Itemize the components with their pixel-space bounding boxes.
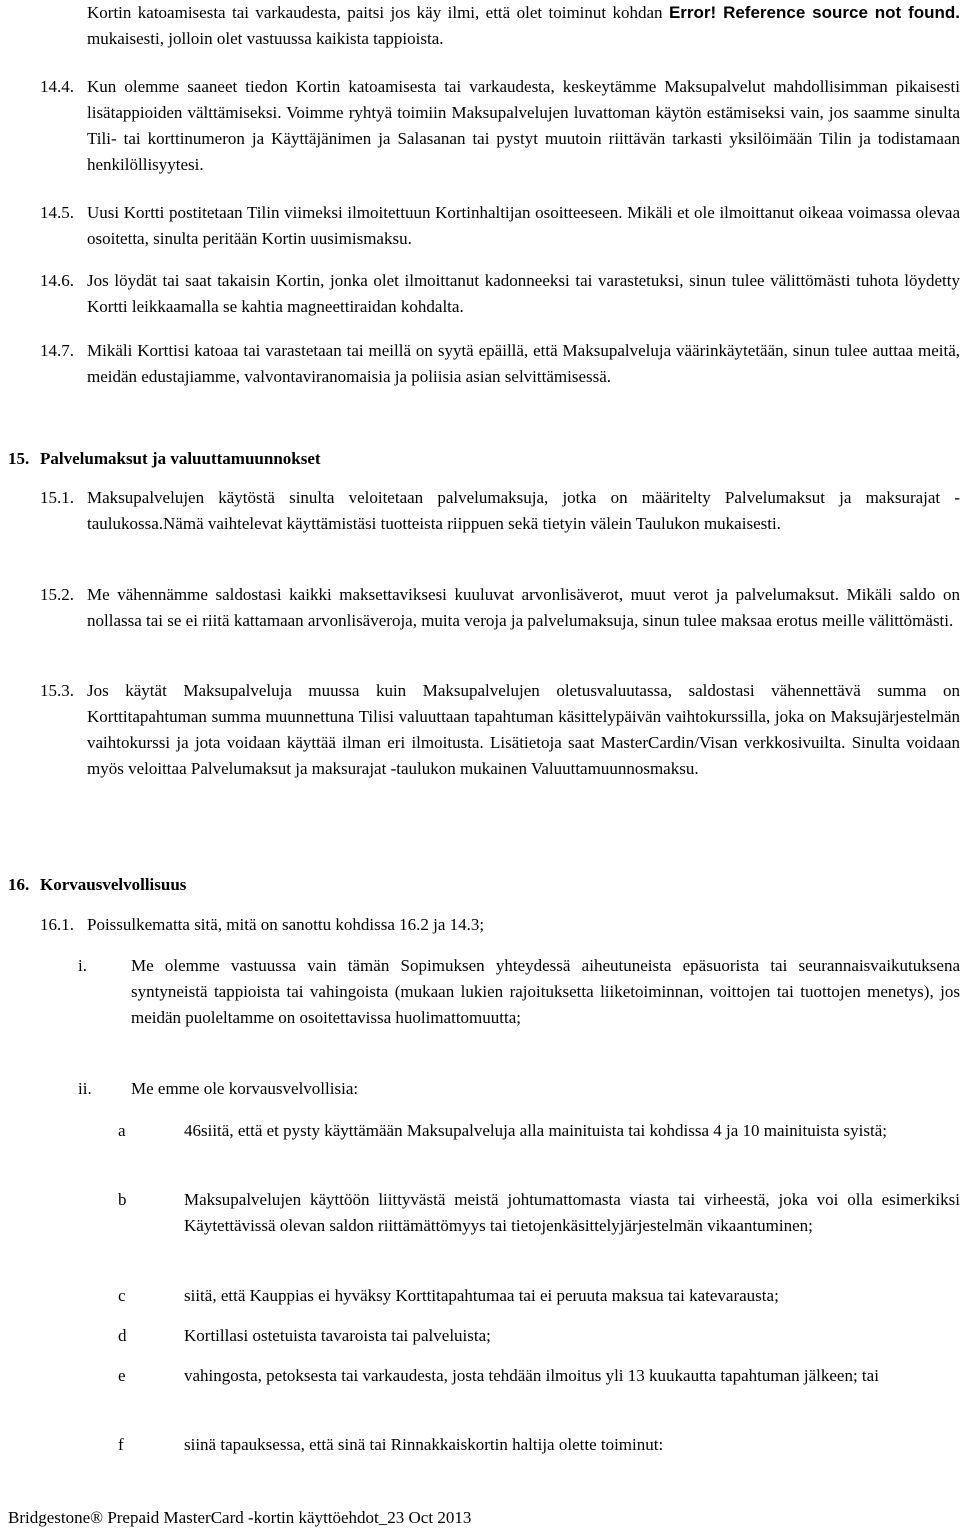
clause-number: 14.5. (40, 203, 74, 222)
section-title: Palvelumaksut ja valuuttamuunnokset (40, 449, 321, 468)
subitem-c (118, 1283, 960, 1309)
subitem-letter: e (118, 1366, 126, 1385)
clause-text: Poissulkematta sitä, mitä on sanottu kohdissa 16.2 ja 14.3; (87, 915, 485, 934)
section-number: 16. (8, 875, 30, 894)
paragraph-15-2 (40, 582, 960, 634)
item-i (78, 953, 960, 1031)
subitem-text: Kortillasi ostetuista tavaroista tai palveluista; (184, 1326, 491, 1345)
subitem-letter: d (118, 1326, 127, 1345)
subitem-letter: a (118, 1121, 126, 1140)
clause-text: Mikäli Korttisi katoaa tai varastetaan tai meillä on syytä epäillä, että Maksupalveluja väärinkäytetään, sinun tulee auttaa meitä, meidän edustajiamme, valvontaviranomaisia ja poliisia asian selvittämisessä. (87, 341, 960, 386)
clause-number: 14.6. (40, 271, 74, 290)
clause-number: 16.1. (40, 915, 74, 934)
item-text: Me olemme vastuussa vain tämän Sopimuksen yhteydessä aiheutuneista epäsuorista tai seurannaisvaikutuksena syntyneistä tappioista tai vahingoista (mukaan lukien rajoituksetta liiketoiminnan, voittojen tai tuottojen menetys), jos meidän puoleltamme on osoitettavissa huolimattomuutta; (131, 956, 960, 1027)
section-15-heading (8, 446, 321, 472)
item-text: Me emme ole korvausvelvollisia: (131, 1079, 359, 1098)
clause-number: 15.3. (40, 681, 74, 700)
clause-number: 14.4. (40, 77, 74, 96)
subitem-letter: f (118, 1435, 124, 1454)
subitem-text: 46siitä, että et pysty käyttämään Maksupalveluja alla mainituista tai kohdissa 4 ja 10 mainituista syistä; (184, 1121, 887, 1140)
subitem-letter: c (118, 1286, 126, 1305)
page-footer: Bridgestone® Prepaid MasterCard -kortin käyttöehdot_23 Oct 2013 (8, 1508, 472, 1527)
subitem-b (118, 1187, 960, 1239)
section-title: Korvausvelvollisuus (40, 875, 187, 894)
section-16-heading (8, 872, 186, 898)
paragraph-15-3 (40, 678, 960, 782)
subitem-d (118, 1323, 960, 1349)
intro-text-end: mukaisesti, jolloin olet vastuussa kaikista tappioista. (87, 29, 444, 48)
subitem-e (118, 1363, 960, 1389)
intro-paragraph (87, 0, 960, 52)
item-ii (78, 1076, 960, 1102)
subitem-a (118, 1118, 960, 1144)
subitem-f (118, 1432, 960, 1458)
item-number: ii. (78, 1079, 92, 1098)
clause-text: Jos löydät tai saat takaisin Kortin, jonka olet ilmoittanut kadonneeksi tai varastetuksi, sinun tulee välittömästi tuhota löydetty Kortti leikkaamalla se kahtia magneettiraidan kohdalta. (87, 271, 960, 316)
clause-number: 15.1. (40, 488, 74, 507)
clause-number: 15.2. (40, 585, 74, 604)
subitem-text: siinä tapauksessa, että sinä tai Rinnakkaiskortin haltija olette toiminut: (184, 1435, 664, 1454)
clause-text: Jos käytät Maksupalveluja muussa kuin Maksupalvelujen oletusvaluutassa, saldostasi vähennettävä summa on Korttitapahtuman summa muunnettuna Tilisi valuuttaan tapahtuman käsittelypäivän vaihtokurssilla, joka on Maksujärjestelmän vaihtokurssi ja jota voidaan käyttää ilman eri ilmoitusta. Lisätietoja saat MasterCardin/Visan verkkosivuilta. Sinulta voidaan myös veloittaa Palvelumaksut ja maksurajat -taulukon mukainen Valuuttamuunnosmaksu. (87, 681, 960, 778)
clause-text: Me vähennämme saldostasi kaikki maksettaviksesi kuuluvat arvonlisäverot, muut verot ja palvelumaksut. Mikäli saldo on nollassa tai se ei riitä kattamaan arvonlisäveroja, muita veroja ja palvelumaksuja, sinun tulee maksaa erotus meille välittömästi. (87, 585, 960, 630)
clause-text: Maksupalvelujen käytöstä sinulta veloitetaan palvelumaksuja, jotka on määritelty Palvelumaksut ja maksurajat -taulukossa.Nämä vaihtelevat käyttämistäsi tuotteista riippuen sekä tietyin välein Taulukon mukaisesti. (87, 488, 960, 533)
paragraph-15-1 (40, 485, 960, 537)
subitem-text: siitä, että Kauppias ei hyväksy Korttitapahtumaa tai ei peruuta maksua tai katevarausta; (184, 1286, 779, 1305)
item-number: i. (78, 956, 87, 975)
intro-text: Kortin katoamisesta tai varkaudesta, paitsi jos käy ilmi, että olet toiminut kohdan (87, 3, 669, 22)
paragraph-14-6 (40, 268, 960, 320)
paragraph-16-1 (40, 912, 960, 938)
subitem-text: vahingosta, petoksesta tai varkaudesta, josta tehdään ilmoitus yli 13 kuukautta tapahtuman jälkeen; tai (184, 1366, 879, 1385)
section-number: 15. (8, 449, 30, 468)
clause-number: 14.7. (40, 341, 74, 360)
paragraph-14-7 (40, 338, 960, 390)
paragraph-14-5 (40, 200, 960, 252)
subitem-text: Maksupalvelujen käyttöön liittyvästä meistä johtumattomasta viasta tai virheestä, joka voi olla esimerkiksi Käytettävissä olevan saldon riittämättömyys tai tietojenkäsittelyjärjestelmän vikaantuminen; (184, 1190, 960, 1235)
paragraph-14-4 (40, 74, 960, 178)
clause-text: Kun olemme saaneet tiedon Kortin katoamisesta tai varkaudesta, keskeytämme Maksupalvelut mahdollisimman pikaisesti lisätappioiden välttämiseksi. Voimme ryhtyä toimiin Maksupalvelujen luvattoman käytön estämiseksi vain, jos saamme sinulta Tili- tai korttinumeron ja Käyttäjänimen ja Salasanan tai pystyt muutoin riittävän tarkasti yksilöimään Tilin ja todistamaan henkilöllisyytesi. (87, 77, 960, 174)
subitem-letter: b (118, 1190, 127, 1209)
reference-error: Error! Reference source not found. (668, 3, 960, 22)
clause-text: Uusi Kortti postitetaan Tilin viimeksi ilmoitettuun Kortinhaltijan osoitteeseen. Mikäli et ole ilmoittanut oikeaa voimassa olevaa osoitetta, sinulta peritään Kortin uusimismaksu. (87, 203, 960, 248)
